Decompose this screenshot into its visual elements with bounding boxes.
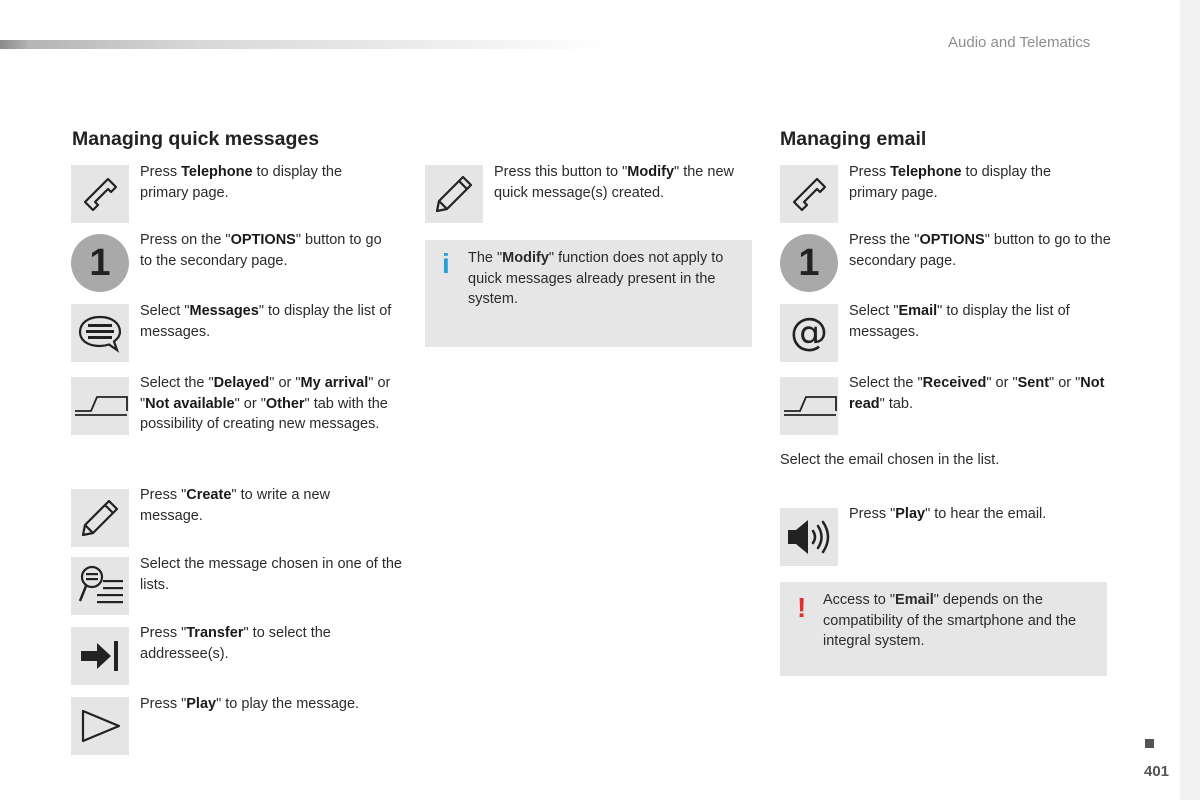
transfer-icon (71, 627, 129, 685)
svg-text:@: @ (790, 310, 828, 354)
header-gradient-bar (0, 40, 610, 49)
page-edge-strip (1180, 0, 1200, 800)
page-number: 401 (1144, 763, 1170, 780)
pencil-icon (425, 165, 483, 223)
step-modify-text: Press this button to "Modify" the new quick message(s) created. (494, 164, 734, 201)
email-step-tabs-text: Select the "Received" or "Sent" or "Not read" tab. (849, 375, 1105, 412)
telephone-icon (780, 165, 838, 223)
email-step-play-text: Press "Play" to hear the email. (849, 506, 1047, 522)
step-options-text: Press on the "OPTIONS" button to go to the secondary page. (140, 232, 382, 269)
telephone-icon (71, 165, 129, 223)
email-heading: Managing email (780, 128, 927, 150)
email-select-text: Select the email chosen in the list. (780, 452, 1000, 468)
tab-icon (71, 377, 129, 435)
at-sign-icon (780, 304, 838, 362)
warning-note (780, 582, 1107, 676)
message-list-icon (71, 557, 129, 615)
step-transfer-text: Press "Transfer" to select the addressee(s). (140, 625, 331, 662)
pencil-icon (71, 489, 129, 547)
tab-icon (780, 377, 838, 435)
step-play-message-text: Press "Play" to play the message. (140, 696, 360, 712)
step-messages-text: Select "Messages" to display the list of messages. (140, 303, 392, 340)
info-note (425, 240, 752, 347)
email-step-telephone-text: Press Telephone to display the primary page. (849, 164, 1052, 201)
header-section-title: Audio and Telematics (948, 34, 1091, 51)
info-note-text: The "Modify" function does not apply to quick messages already present in the system. (468, 250, 724, 307)
page-marker (1145, 739, 1154, 748)
step-1-badge: 1 (71, 234, 129, 292)
warning-note-text: Access to "Email" depends on the compatibility of the smartphone and the integral system. (823, 592, 1077, 649)
info-icon: i (442, 248, 450, 279)
messages-icon (71, 304, 129, 362)
quick-messages-heading: Managing quick messages (72, 128, 320, 150)
step-select-message-text: Select the message chosen in one of the lists. (140, 556, 402, 593)
warning-icon: ! (797, 592, 807, 623)
step-telephone-text: Press Telephone to display the primary page. (140, 164, 343, 201)
play-icon (71, 697, 129, 755)
email-step-select-text: Select "Email" to display the list of messages. (849, 303, 1070, 340)
step-1-badge: 1 (780, 234, 838, 292)
step-tabs-text: Select the "Delayed" or "My arrival" or "Not available" or "Other" tab with the possibility of creating new messages. (140, 375, 391, 432)
speaker-icon (780, 508, 838, 566)
step-create-text: Press "Create" to write a new message. (140, 487, 331, 524)
email-step-options-text: Press the "OPTIONS" button to go to the secondary page. (849, 232, 1111, 269)
